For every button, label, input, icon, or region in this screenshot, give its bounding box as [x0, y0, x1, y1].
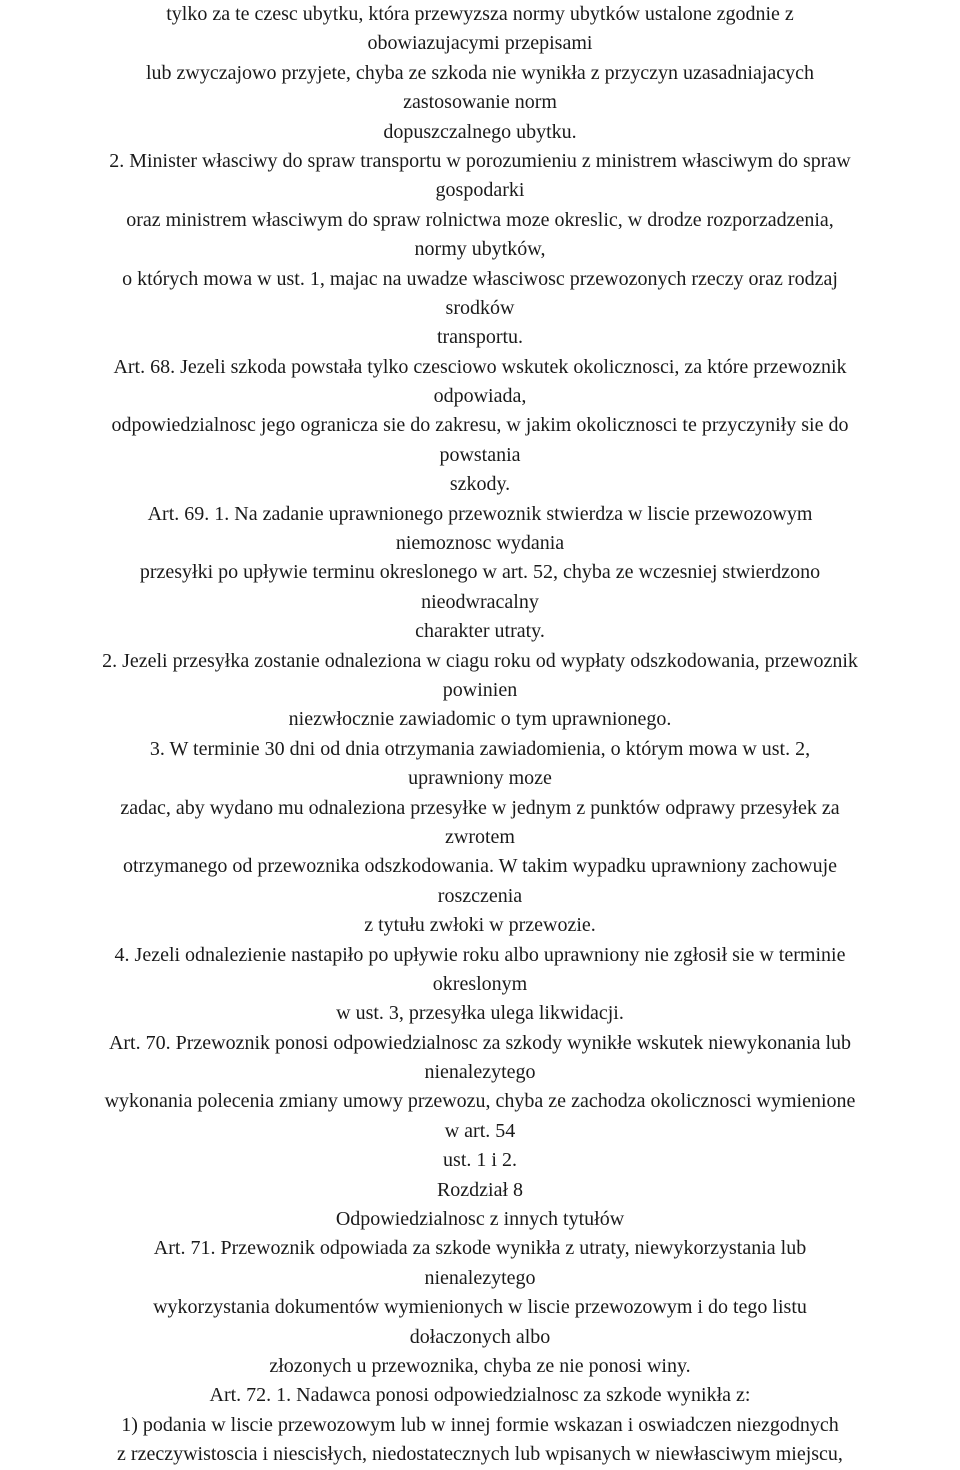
text-line: powinien: [442, 678, 518, 701]
text-line: niezwłocznie zawiadomic o tym uprawnionego.: [288, 708, 672, 731]
text-line: 4. Jezeli odnalezienie nastapiło po upływie roku albo uprawniony nie zgłosił sie w terminie: [114, 943, 846, 966]
text-line: szkody.: [449, 473, 511, 496]
text-line: odpowiada,: [433, 385, 527, 408]
text-line: o których mowa w ust. 1, majac na uwadze własciwosc przewozonych rzeczy oraz rodzaj: [122, 267, 838, 290]
article-68-line: Art. 68. Jezeli szkoda powstała tylko czesciowo wskutek okolicznosci, za które przewoznik: [113, 355, 847, 378]
text-line: nienalezytego: [424, 1061, 536, 1084]
text-line: nieodwracalny: [421, 590, 539, 613]
text-line: powstania: [439, 443, 521, 466]
text-line: w ust. 3, przesyłka ulega likwidacji.: [336, 1002, 624, 1025]
text-line: 3. W terminie 30 dni od dnia otrzymania zawiadomienia, o którym mowa w ust. 2,: [149, 737, 811, 760]
text-line: 1) podania w liscie przewozowym lub w innej formie wskazan i oswiadczen niezgodnych: [121, 1413, 839, 1436]
article-70-line: Art. 70. Przewoznik ponosi odpowiedzialnosc za szkody wynikłe wskutek niewykonania lub: [108, 1031, 852, 1054]
article-72-line: Art. 72. 1. Nadawca ponosi odpowiedzialnosc za szkode wynikła z:: [209, 1384, 751, 1407]
text-line: dopuszczalnego ubytku.: [383, 120, 577, 143]
text-line: lub zwyczajowo przyjete, chyba ze szkoda nie wynikła z przyczyn uzasadniajacych: [145, 61, 815, 84]
article-69-line: Art. 69. 1. Na zadanie uprawnionego przewoznik stwierdza w liscie przewozowym: [147, 502, 813, 525]
text-line: w art. 54: [444, 1119, 516, 1142]
chapter-title: Odpowiedzialnosc z innych tytułów: [335, 1208, 625, 1231]
text-line: otrzymanego od przewoznika odszkodowania. W takim wypadku uprawniony zachowuje: [122, 855, 838, 878]
text-line: srodków: [445, 296, 515, 319]
text-line: złozonych u przewoznika, chyba ze nie ponosi winy.: [269, 1354, 691, 1377]
text-line: wykorzystania dokumentów wymienionych w liscie przewozowym i do tego listu: [153, 1296, 807, 1319]
text-line: obowiazujacymi przepisami: [367, 32, 593, 55]
text-line: tylko za te czesc ubytku, która przewyzsza normy ubytków ustalone zgodnie z: [166, 3, 794, 25]
text-line: zadac, aby wydano mu odnaleziona przesyłke w jednym z punktów odprawy przesyłek za: [120, 796, 840, 819]
text-line: uprawniony moze: [408, 767, 552, 790]
text-line: ust. 1 i 2.: [443, 1149, 517, 1172]
text-line: dołaczonych albo: [409, 1325, 551, 1348]
text-line: wykonania polecenia zmiany umowy przewozu, chyba ze zachodza okolicznosci wymienione: [104, 1090, 856, 1113]
text-line: odpowiedzialnosc jego ogranicza sie do zakresu, w jakim okolicznosci te przyczyniły sie do: [111, 414, 849, 437]
text-line: z rzeczywistoscia i niescisłych, niedostatecznych lub wpisanych w niewłasciwym miejscu,: [117, 1443, 843, 1466]
text-line: niemoznosc wydania: [395, 532, 565, 555]
article-71-line: Art. 71. Przewoznik odpowiada za szkode wynikła z utraty, niewykorzystania lub: [153, 1237, 807, 1260]
text-line: normy ubytków,: [414, 238, 546, 261]
text-line: charakter utraty.: [415, 620, 545, 643]
text-line: roszczenia: [437, 884, 523, 907]
text-line: zastosowanie norm: [403, 91, 557, 114]
text-line: nienalezytego: [424, 1266, 536, 1289]
text-line: 2. Jezeli przesyłka zostanie odnaleziona w ciagu roku od wypłaty odszkodowania, przewoznik: [102, 649, 858, 672]
text-line: z tytułu zwłoki w przewozie.: [364, 914, 596, 937]
text-line: gospodarki: [435, 179, 525, 202]
text-line: transportu.: [436, 326, 524, 349]
text-line: przesyłki po upływie terminu okreslonego w art. 52, chyba ze wczesniej stwierdzono: [139, 561, 821, 584]
chapter-heading: Rozdział 8: [436, 1178, 524, 1201]
text-line: oraz ministrem własciwym do spraw rolnictwa moze okreslic, w drodze rozporzadzenia,: [126, 208, 834, 231]
text-line: okreslonym: [432, 972, 528, 995]
text-line: zwrotem: [445, 825, 515, 848]
text-line: 2. Minister własciwy do spraw transportu w porozumieniu z ministrem własciwym do spraw: [109, 149, 851, 172]
